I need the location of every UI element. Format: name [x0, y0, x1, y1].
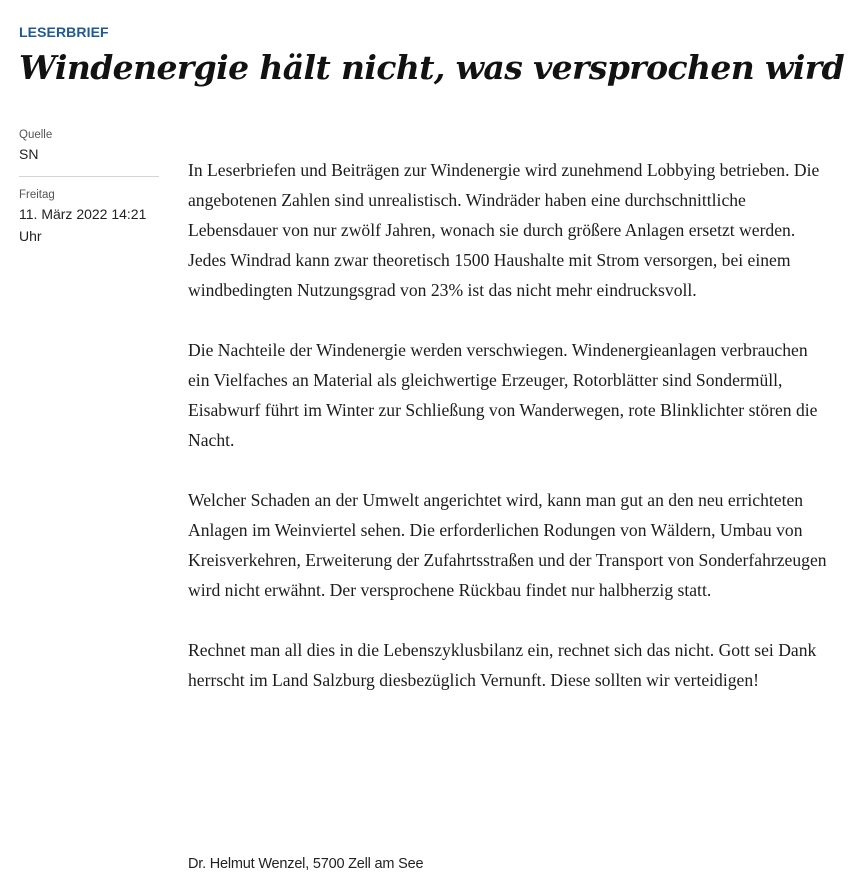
article-title: Windenergie hält nicht, was versprochen wird	[19, 48, 845, 87]
date-value: 11. März 2022 14:21 Uhr	[19, 206, 147, 244]
article-body	[188, 155, 828, 725]
category-kicker: LESERBRIEF	[19, 24, 109, 40]
article-paragraph: Welcher Schaden an der Umwelt angerichtet wird, kann man gut an den neu errichteten Anlagen im Weinviertel sehen. Die erforderlichen Rodungen von Wäldern, Umbau von Kreisverkehren, Erweiterung der Zufahrtsstraßen und der Transport von Sonderfahrzeugen wird nicht erwähnt. Der versprochene Rückbau findet nur halbherzig statt.	[188, 490, 827, 600]
author-signature: Dr. Helmut Wenzel, 5700 Zell am See	[188, 856, 424, 872]
article-meta	[19, 127, 159, 255]
article-paragraph: In Leserbriefen und Beiträgen zur Windenergie wird zunehmend Lobbying betrieben. Die angebotenen Zahlen sind unrealistisch. Windräder haben eine durchschnittliche Lebensdauer von nur zwölf Jahren, wonach sie durch größere Anlagen ersetzt werden. Jedes Windrad kann zwar theoretisch 1500 Haushalte mit Strom versorgen, bei einem windbedingten Nutzungsgrad von 23% ist das nicht mehr eindrucksvoll.	[188, 160, 820, 300]
source-value: SN	[19, 146, 39, 162]
source-block	[19, 127, 159, 173]
date-block	[19, 187, 159, 255]
source-label: Quelle	[19, 129, 53, 141]
date-label: Freitag	[19, 189, 55, 201]
article-paragraph: Die Nachteile der Windenergie werden verschwiegen. Windenergieanlagen verbrauchen ein Vielfaches an Material als gleichwertige Erzeuger, Rotorblätter sind Sondermüll, Eisabwurf führt im Winter zur Schließung von Wanderwegen, rote Blinklichter stören die Nacht.	[188, 340, 818, 450]
meta-divider	[19, 176, 159, 177]
article-paragraph: Rechnet man all dies in die Lebenszyklusbilanz ein, rechnet sich das nicht. Gott sei Dank herrscht im Land Salzburg diesbezüglich Vernunft. Diese sollten wir verteidigen!	[188, 640, 817, 690]
